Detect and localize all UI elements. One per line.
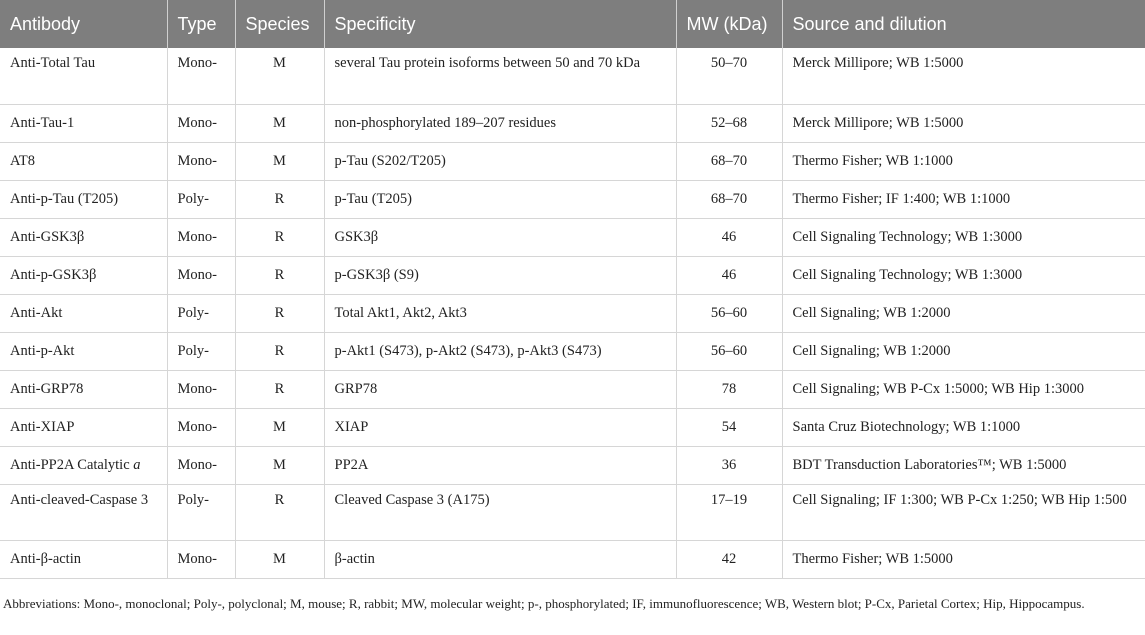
cell-source: Cell Signaling; WB P-Cx 1:5000; WB Hip 1:3000: [782, 370, 1145, 408]
cell-type: Mono-: [167, 540, 235, 578]
cell-specificity: PP2A: [324, 446, 676, 484]
cell-species: M: [235, 104, 324, 142]
cell-source: Cell Signaling; WB 1:2000: [782, 332, 1145, 370]
table-row: [0, 180, 1145, 218]
cell-antibody: Anti-Tau-1: [0, 104, 167, 142]
cell-specificity: XIAP: [324, 408, 676, 446]
cell-source: Cell Signaling; IF 1:300; WB P-Cx 1:250; WB Hip 1:500: [782, 484, 1145, 540]
cell-mw: 46: [676, 218, 782, 256]
cell-source: Merck Millipore; WB 1:5000: [782, 104, 1145, 142]
cell-type: Mono-: [167, 142, 235, 180]
cell-type: Mono-: [167, 370, 235, 408]
cell-species: M: [235, 540, 324, 578]
col-header-specificity: Specificity: [324, 0, 676, 48]
table-row: [0, 294, 1145, 332]
cell-antibody: Anti-p-GSK3β: [0, 256, 167, 294]
table-footnote: Abbreviations: Mono-, monoclonal; Poly-, polyclonal; M, mouse; R, rabbit; MW, molecular weight; p-, phosphorylated; IF, immunofluorescence; WB, Western blot; P-Cx, Parietal Cortex; Hip, Hippocampus.: [3, 596, 1085, 611]
cell-species: M: [235, 446, 324, 484]
cell-mw: 17–19: [676, 484, 782, 540]
cell-specificity: GSK3β: [324, 218, 676, 256]
table-row: [0, 332, 1145, 370]
cell-antibody: Anti-Akt: [0, 294, 167, 332]
cell-mw: 42: [676, 540, 782, 578]
cell-specificity: p-Tau (T205): [324, 180, 676, 218]
cell-source: Santa Cruz Biotechnology; WB 1:1000: [782, 408, 1145, 446]
cell-specificity: Cleaved Caspase 3 (A175): [324, 484, 676, 540]
cell-antibody: Anti-Total Tau: [0, 48, 167, 104]
cell-species: M: [235, 142, 324, 180]
cell-mw: 78: [676, 370, 782, 408]
cell-specificity: Total Akt1, Akt2, Akt3: [324, 294, 676, 332]
cell-antibody-text: Anti-PP2A Catalytic: [10, 456, 134, 473]
cell-source: Cell Signaling Technology; WB 1:3000: [782, 218, 1145, 256]
cell-species: R: [235, 484, 324, 540]
cell-specificity: p-Tau (S202/T205): [324, 142, 676, 180]
col-header-mw: MW (kDa): [676, 0, 782, 48]
cell-species: R: [235, 370, 324, 408]
table-row: [0, 484, 1145, 540]
cell-species: R: [235, 256, 324, 294]
cell-species: M: [235, 408, 324, 446]
table-row: [0, 218, 1145, 256]
col-header-type: Type: [167, 0, 235, 48]
table-row: [0, 104, 1145, 142]
cell-source: Cell Signaling Technology; WB 1:3000: [782, 256, 1145, 294]
cell-type: Mono-: [167, 104, 235, 142]
cell-source: Thermo Fisher; WB 1:5000: [782, 540, 1145, 578]
cell-specificity: several Tau protein isoforms between 50 and 70 kDa: [324, 48, 676, 104]
cell-specificity: β-actin: [324, 540, 676, 578]
table-header-row: [0, 0, 1145, 48]
cell-species: R: [235, 180, 324, 218]
cell-antibody: Anti-GSK3β: [0, 218, 167, 256]
cell-antibody: Anti-cleaved-Caspase 3: [0, 484, 167, 540]
cell-mw: 46: [676, 256, 782, 294]
table-row: [0, 48, 1145, 104]
cell-source: Merck Millipore; WB 1:5000: [782, 48, 1145, 104]
cell-source: Cell Signaling; WB 1:2000: [782, 294, 1145, 332]
col-header-source: Source and dilution: [792, 13, 947, 34]
cell-specificity: p-GSK3β (S9): [324, 256, 676, 294]
cell-antibody: Anti-p-Akt: [0, 332, 167, 370]
cell-specificity: p-Akt1 (S473), p-Akt2 (S473), p-Akt3 (S473): [324, 332, 676, 370]
cell-antibody: Anti-β-actin: [0, 540, 167, 578]
table-row: [0, 540, 1145, 578]
table-row: [0, 370, 1145, 408]
col-header-antibody: Antibody: [0, 0, 167, 48]
cell-type: Mono-: [167, 48, 235, 104]
cell-species: M: [235, 48, 324, 104]
cell-source: BDT Transduction Laboratories™; WB 1:5000: [782, 446, 1145, 484]
cell-mw: 56–60: [676, 294, 782, 332]
col-header-species: Species: [235, 0, 324, 48]
cell-type: Mono-: [167, 408, 235, 446]
cell-antibody-italic: a: [133, 456, 141, 473]
cell-source: Thermo Fisher; WB 1:1000: [782, 142, 1145, 180]
cell-species: R: [235, 294, 324, 332]
cell-mw: 56–60: [676, 332, 782, 370]
cell-antibody: [0, 446, 167, 484]
cell-mw: 36: [676, 446, 782, 484]
cell-antibody: Anti-XIAP: [0, 408, 167, 446]
cell-mw: 68–70: [676, 180, 782, 218]
cell-type: Poly-: [167, 332, 235, 370]
cell-source: Thermo Fisher; IF 1:400; WB 1:1000: [782, 180, 1145, 218]
cell-type: Poly-: [167, 484, 235, 540]
cell-mw: 50–70: [676, 48, 782, 104]
cell-specificity: non-phosphorylated 189–207 residues: [324, 104, 676, 142]
cell-type: Mono-: [167, 218, 235, 256]
cell-antibody: AT8: [0, 142, 167, 180]
table-row: [0, 142, 1145, 180]
cell-type: Mono-: [167, 256, 235, 294]
table-row: [0, 446, 1145, 484]
cell-type: Mono-: [167, 446, 235, 484]
cell-type: Poly-: [167, 180, 235, 218]
cell-species: R: [235, 332, 324, 370]
cell-antibody: Anti-p-Tau (T205): [0, 180, 167, 218]
cell-antibody: Anti-GRP78: [0, 370, 167, 408]
cell-mw: 52–68: [676, 104, 782, 142]
table-row: [0, 408, 1145, 446]
cell-species: R: [235, 218, 324, 256]
cell-mw: 68–70: [676, 142, 782, 180]
table-row: [0, 256, 1145, 294]
cell-type: Poly-: [167, 294, 235, 332]
cell-mw: 54: [676, 408, 782, 446]
cell-specificity: GRP78: [324, 370, 676, 408]
